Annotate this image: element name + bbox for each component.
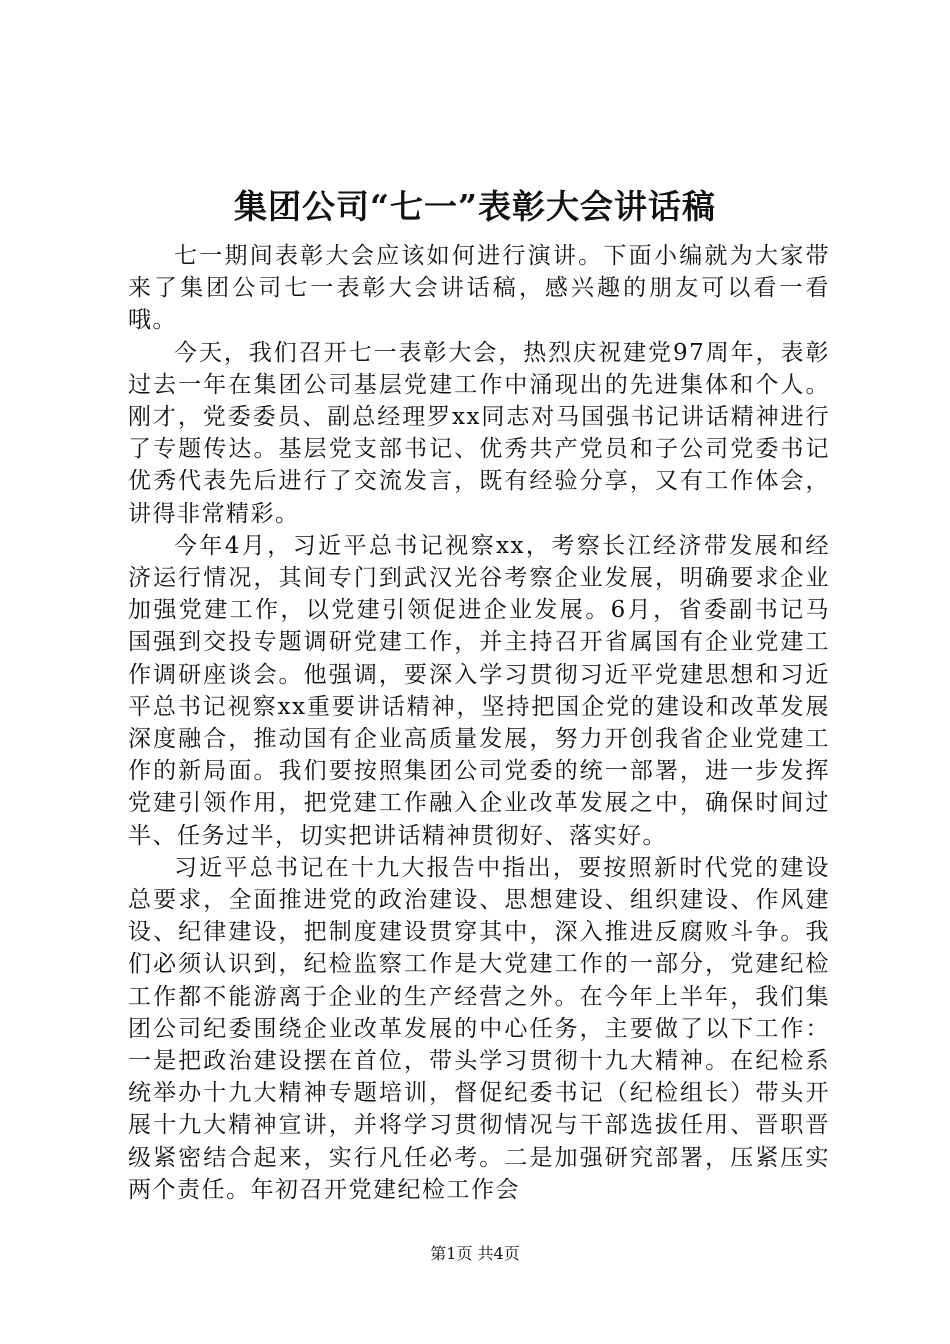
paragraph-inspection: 今年4月，习近平总书记视察xx，考察长江经济带发展和经济运行情况，其间专门到武汉光谷考察企业发展，明确要求企业加强党建工作，以党建引领促进企业发展。6月，省委副书记马国强到交投专题调研党建工作，并主持召开省属国有企业党建工作调研座谈会。他强调，要深入学习贯彻习近平党建思想和习近平总书记视察xx重要讲话精神，坚持把国企党的建设和改革发展深度融合，推动国有企业高质量发展，努力开创我省企业党建工作的新局面。我们要按照集团公司党委的统一部署，进一步发挥党建引领作用，把党建工作融入企业改革发展之中，确保时间过半、任务过半，切实把讲话精神贯彻好、落实好。 [128, 532, 830, 849]
paragraph-meeting: 今天，我们召开七一表彰大会，热烈庆祝建党97周年，表彰过去一年在集团公司基层党建工作中涌现出的先进集体和个人。刚才，党委委员、副总经理罗xx同志对马国强书记讲话精神进行了专题传达。基层党支部书记、优秀共产党员和子公司党委书记优秀代表先后进行了交流发言，既有经验分享，又有工作体会，讲得非常精彩。 [128, 339, 830, 527]
document-body [128, 240, 830, 1206]
paragraph-intro: 七一期间表彰大会应该如何进行演讲。下面小编就为大家带来了集团公司七一表彰大会讲话稿，感兴趣的朋友可以看一看哦。 [128, 243, 830, 334]
document-title: 集团公司“七一”表彰大会讲话稿 [234, 187, 716, 226]
page-footer: 第1页 共4页 [430, 1244, 520, 1263]
paragraph-discipline: 习近平总书记在十九大报告中指出，要按照新时代党的建设总要求，全面推进党的政治建设、思想建设、组织建设、作风建设、纪律建设，把制度建设贯穿其中，深入推进反腐败斗争。我们必须认识到，纪检监察工作是大党建工作的一部分，党建纪检工作都不能游离于企业的生产经营之外。在今年上半年，我们集团公司纪委围绕企业改革发展的中心任务，主要做了以下工作：一是把政治建设摆在首位，带头学习贯彻十九大精神。在纪检系统举办十九大精神专题培训，督促纪委书记（纪检组长）带头开展十九大精神宣讲，并将学习贯彻情况与干部选拔任用、晋职晋级紧密结合起来，实行凡任必考。二是加强研究部署，压紧压实两个责任。年初召开党建纪检工作会 [128, 854, 830, 1203]
